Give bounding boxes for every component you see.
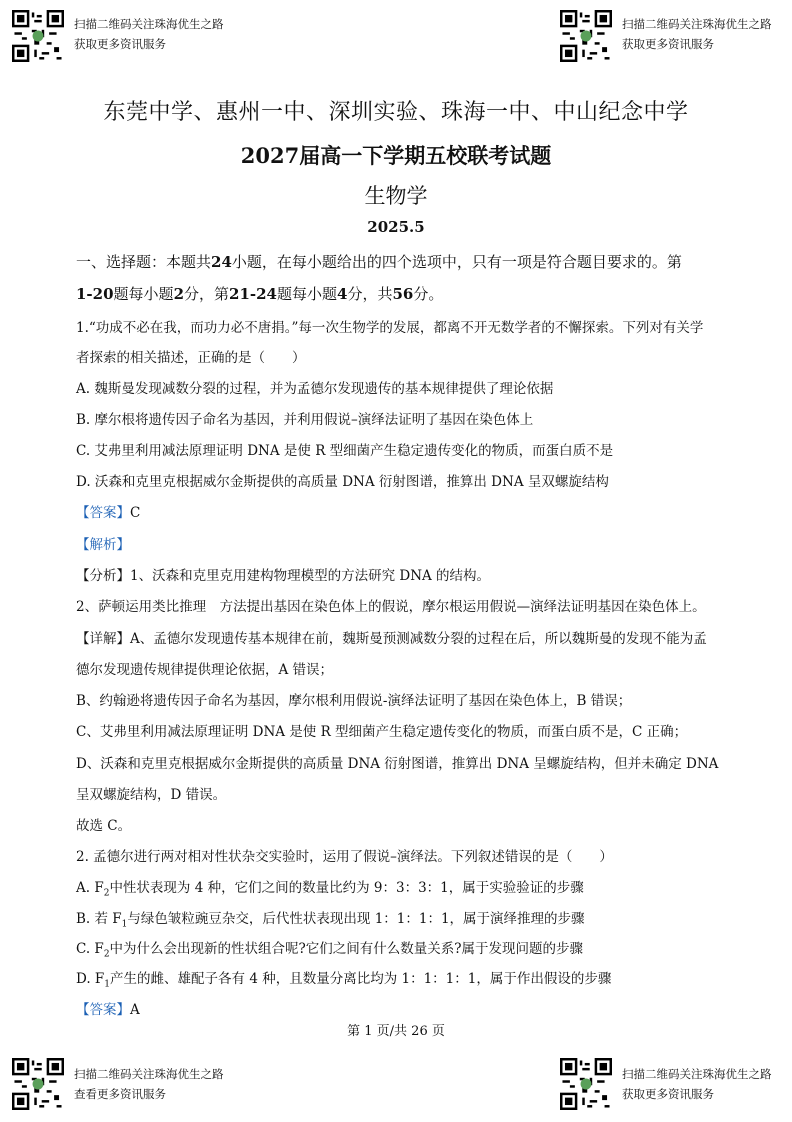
footer-right-line1: 扫描二维码关注珠海优生之路 <box>622 1067 772 1081</box>
q1-option-a: A. 魏斯曼发现减数分裂的过程，并为孟德尔发现遗传的基本规律提供了理论依据 <box>76 381 554 397</box>
header-left-line1: 扫描二维码关注珠海优生之路 <box>74 17 224 31</box>
qr-code-icon <box>560 1058 612 1110</box>
q1-answer <box>76 501 726 521</box>
q1-analysis-tag: 【解析】 <box>76 537 130 553</box>
q2-option-a: A. $F_2$中性状表现为 4 种，它们之间的数量比约为 9：3：3：1，属于实验验证的步骤 <box>76 880 584 899</box>
q1-xiangjie-line4: C、艾弗里利用减法原理证明 DNA 是使 R 型细菌产生稳定遗传变化的物质，而蛋白质不是，C 正确； <box>76 724 688 740</box>
q1-stem-line2: 者探索的相关描述，正确的是（ ） <box>76 350 306 366</box>
header-right-line1: 扫描二维码关注珠海优生之路 <box>622 17 772 31</box>
q2-option-c: C. $F_2$中为什么会出现新的性状组合呢?它们之间有什么数量关系?属于发现问题的步骤 <box>76 941 584 960</box>
q2-option-d: D. $F_1$产生的雌、雄配子各有 4 种，且数量分离比均为 1：1：1：1，属于作出假设的步骤 <box>76 971 612 990</box>
header-right-text <box>622 14 772 54</box>
qr-code-icon <box>12 10 64 62</box>
q1-xiangjie-line6: 呈双螺旋结构，D 错误。 <box>76 787 227 803</box>
answer-tag: 【答案】 <box>76 505 130 521</box>
q1-xiangjie-line5: D、沃森和克里克根据威尔金斯提供的高质量 DNA 衍射图谱，推算出 DNA 呈螺旋结构，但并未确定 DNA <box>76 756 719 772</box>
qr-code-bottom-left[interactable] <box>12 1058 64 1110</box>
q2-answer <box>76 998 726 1018</box>
qr-code-icon <box>560 10 612 62</box>
q1-option-b: B. 摩尔根将遗传因子命名为基因，并利用假说–演绎法证明了基因在染色体上 <box>76 412 534 428</box>
footer-right-line2: 获取更多资讯服务 <box>622 1087 714 1101</box>
qr-code-top-left[interactable] <box>12 10 64 62</box>
footer-left-line1: 扫描二维码关注珠海优生之路 <box>74 1067 224 1081</box>
header-left-text <box>74 14 224 54</box>
q1-stem-line1: 1.“功成不必在我，而功力必不唐捐。”每一次生物学的发展，都离不开无数学者的不懈探索。下列对有关学 <box>76 320 704 336</box>
footer-left-line2: 查看更多资讯服务 <box>74 1087 166 1101</box>
header-right-line2: 获取更多资讯服务 <box>622 37 714 51</box>
answer-value: C <box>130 505 141 521</box>
q1-fenxi-line2: 2、萨顿运用类比推理 方法提出基因在染色体上的假说，摩尔根运用假说—演绎法证明基因在染色体上。 <box>76 599 706 615</box>
section-instruction-line1: 一、选择题：本题共24小题，在每小题给出的四个选项中，只有一项是符合题目要求的。第 <box>76 253 682 271</box>
q1-option-d: D. 沃森和克里克根据威尔金斯提供的高质量 DNA 衍射图谱，推算出 DNA 呈双螺旋结构 <box>76 474 609 490</box>
xiangjie-tag: 【详解】 <box>76 631 130 647</box>
footer-right-text <box>622 1064 772 1104</box>
answer-tag: 【答案】 <box>76 1002 130 1018</box>
q1-xiangjie-line2: 德尔发现遗传规律提供理论依据，A 错误； <box>76 662 334 678</box>
subject-title: 生物学 <box>364 184 428 208</box>
qr-code-top-right[interactable] <box>560 10 612 62</box>
q1-xiangjie-line1: 【详解】A、孟德尔发现遗传基本规律在前，魏斯曼预测减数分裂的过程在后，所以魏斯曼的发现不能为孟 <box>76 631 707 647</box>
qr-code-icon <box>12 1058 64 1110</box>
exam-title: 2027届高一下学期五校联考试题 <box>240 143 552 168</box>
q1-xiangjie-line3: B、约翰逊将遗传因子命名为基因，摩尔根利用假说-演绎法证明了基因在染色体上，B 错误； <box>76 693 632 709</box>
page-number: 第 1 页/共 26 页 <box>347 1024 445 1039</box>
section-instruction-line2: 1-20题每小题2分，第21-24题每小题4分，共56分。 <box>76 285 444 303</box>
answer-value: A <box>130 1002 140 1018</box>
footer-left-text <box>74 1064 224 1104</box>
q1-conclusion: 故选 C。 <box>76 818 132 834</box>
fenxi-tag: 【分析】 <box>76 568 130 584</box>
q1-fenxi-line1: 【分析】1、沃森和克里克用建构物理模型的方法研究 DNA 的结构。 <box>76 568 491 584</box>
q2-stem: 2. 孟德尔进行两对相对性状杂交实验时，运用了假说–演绎法。下列叙述错误的是（ ） <box>76 849 613 865</box>
q2-option-b: B. 若 $F_1$与绿色皱粒豌豆杂交，后代性状表现出现 1：1：1：1，属于演绎推理的步骤 <box>76 911 585 930</box>
header-left-line2: 获取更多资讯服务 <box>74 37 166 51</box>
q1-option-c: C. 艾弗里利用减法原理证明 DNA 是使 R 型细菌产生稳定遗传变化的物质，而蛋白质不是 <box>76 443 614 459</box>
exam-date: 2025.5 <box>367 218 425 236</box>
qr-code-bottom-right[interactable] <box>560 1058 612 1110</box>
exam-schools-title: 东莞中学、惠州一中、深圳实验、珠海一中、中山纪念中学 <box>103 100 689 125</box>
